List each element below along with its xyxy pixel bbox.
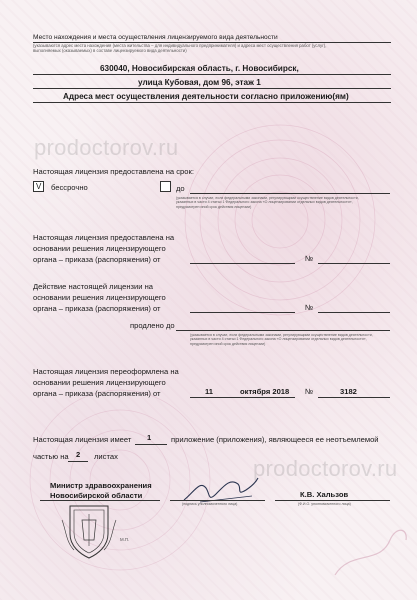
reissued-line-1: Настоящая лицензия переоформлена на [33, 367, 179, 376]
extended-note [190, 333, 373, 346]
org-line-2: Новосибирской области [50, 491, 143, 500]
appendix-sheets-label: листах [94, 452, 118, 461]
check-mark: V [36, 182, 42, 191]
stamp-label: М.П. [120, 537, 130, 542]
granted-line-1: Настоящая лицензия предоставлена на [33, 233, 175, 242]
appendix-sheets: 2 [76, 450, 81, 459]
until-note [176, 196, 359, 209]
extended-until-label: продлено до [130, 321, 175, 330]
extended-note-line-3: предусмотрен иной срок действия лицензии) [190, 341, 266, 346]
reissued-day: 11 [205, 387, 214, 396]
extended-note-line-1: (указывается в случае, если федеральными законами, регулирующими осуществление видов деятельности, [190, 333, 373, 337]
appendix-part-prefix: частью на [33, 452, 69, 461]
extended-text [33, 281, 166, 314]
address-line-1: 630040, Новосибирская область, г. Новосибирск, [100, 64, 299, 73]
org-line-1: Министр здравоохранения [50, 481, 152, 490]
address-line-3: Адреса мест осуществления деятельности согласно приложению(ям) [63, 92, 349, 101]
granted-number-sign: № [305, 254, 314, 263]
org-name [50, 481, 152, 501]
until-note-line-2: указанных в части 4 статьи 1 Федерального закона «О лицензировании отдельных видов деятельности», [176, 200, 353, 205]
granted-line-2: основании решения лицензирующего [33, 244, 166, 253]
term-label: Настоящая лицензия предоставлена на срок: [33, 167, 194, 176]
reissued-number: 3182 [340, 387, 357, 396]
until-note-line-3: предусмотрен иной срок действия лицензии) [176, 204, 252, 209]
rosette-ornament [170, 110, 390, 330]
reissued-text [33, 366, 179, 399]
place-note-line-1: (указываются адрес места нахождения (места жительства – для индивидуального предпринимателя) и адреса мест осуществления работ (услуг), [33, 43, 327, 48]
appendix-prefix: Настоящая лицензия имеет [33, 435, 132, 444]
reissued-line-3: органа – приказа (распоряжения) от [33, 389, 161, 398]
watermark-bottom: prodoctorov.ru [253, 456, 398, 481]
extended-line-3: органа – приказа (распоряжения) от [33, 304, 161, 313]
reissued-month-year: октября 2018 [240, 387, 290, 396]
extended-line-2: основании решения лицензирующего [33, 293, 166, 302]
reissued-number-sign: № [305, 387, 314, 396]
sign-note: (подпись уполномоченного лица) [182, 502, 238, 506]
granted-line-3: органа – приказа (распоряжения) от [33, 255, 161, 264]
place-note-line-2: выполняемых (оказываемых) в составе лицензируемого вида деятельности) [33, 48, 187, 54]
name-note: (Ф.И.О. уполномоченного лица) [298, 502, 351, 506]
extended-note-line-2: указанных в части 4 статьи 1 Федерального закона «О лицензировании отдельных видов деятельности», [190, 337, 367, 342]
indefinite-checkbox [33, 181, 44, 192]
appendix-count: 1 [147, 433, 152, 442]
until-checkbox [160, 181, 171, 192]
until-note-line-1: (указывается в случае, если федеральными законами, регулирующими осуществление видов деятельности, [176, 196, 359, 200]
watermark-top: prodoctorov.ru [34, 135, 179, 160]
granted-text [33, 232, 174, 265]
until-label: до [176, 184, 185, 193]
indefinite-label: бессрочно [51, 183, 88, 192]
place-note [33, 43, 326, 53]
extended-number-sign: № [305, 303, 314, 312]
extended-line-1: Действие настоящей лицензии на [33, 282, 154, 291]
signer-name: К.В. Хальзов [300, 490, 349, 499]
address-line-2: улица Кубовая, дом 96, этаж 1 [138, 78, 261, 87]
reissued-line-2: основании решения лицензирующего [33, 378, 166, 387]
place-title: Место нахождения и места осуществления лицензируемого вида деятельности [33, 34, 278, 41]
decorative-swirl [330, 520, 410, 580]
coat-of-arms-emblem [60, 500, 118, 560]
appendix-suffix: приложение (приложения), являющееся ее неотъемлемой [171, 435, 379, 444]
